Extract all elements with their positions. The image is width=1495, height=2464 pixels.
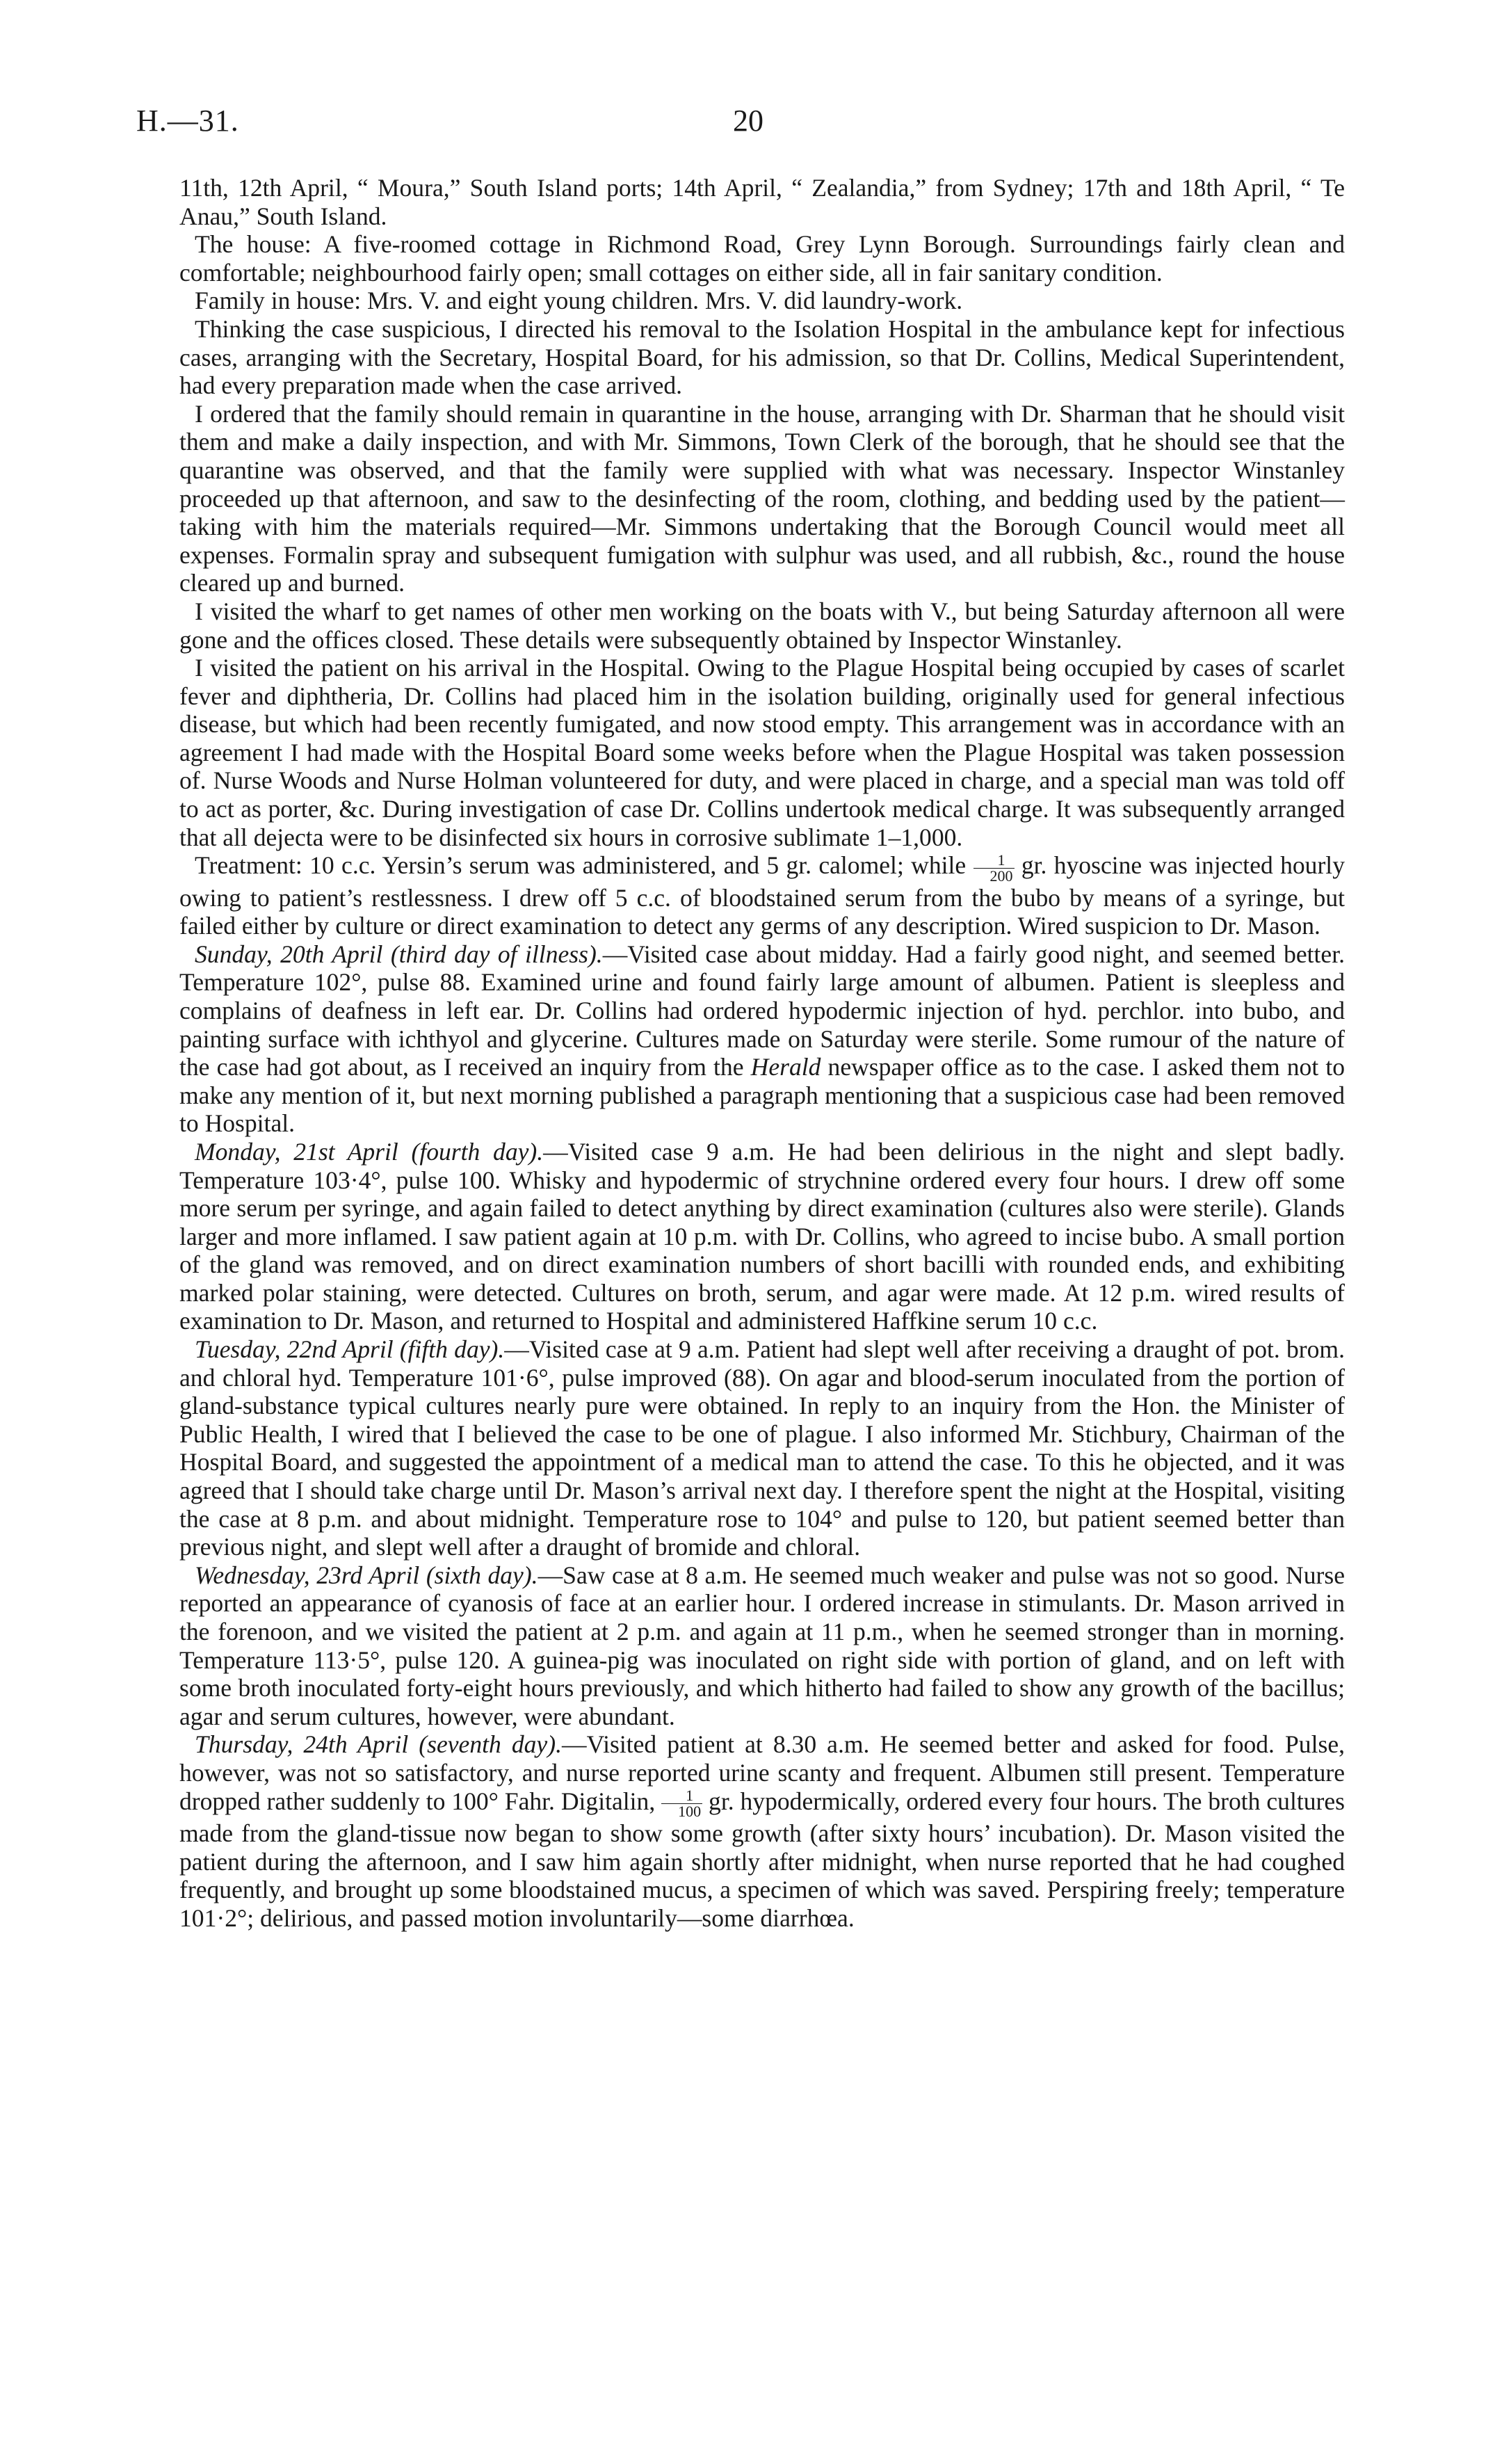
fraction-hyoscine-dose xyxy=(973,853,1015,884)
paragraph-thursday xyxy=(179,1730,1345,1932)
running-head xyxy=(136,103,1360,145)
fraction-digitalin-dose xyxy=(661,1788,702,1819)
paragraph-the-house: The house: A five-roomed cottage in Richmond Road, Grey Lynn Borough. Surroundings fairly clean and comfortable; neighbourhood fairly open; small cottages on either side, all in fair sanitary condition. xyxy=(179,230,1345,287)
sunday-text: —Visited case about midday. Had a fairly good night, and seemed better. Temperature 102°, pulse 88. Examined urine and found fairly large amount of albumen. Patient is sleepless and complains of deafness in left ear. Dr. Collins had ordered hypodermic injection of hyd. perchlor. into bubo, and painting surface with ichthyol and glycerine. Cultures made on Saturday were sterile. Some rumour of the nature of the case had got about, as I received an inquiry from the xyxy=(179,940,1345,1081)
monday-text: —Visited case 9 a.m. He had been delirious in the night and slept badly. Temperature 103·4°, pulse 100. Whisky and hypodermic of strychnine ordered every four hours. I drew off some more serum per syringe, and again failed to detect anything by direct examination (cultures also were sterile). Glands larger and more inflamed. I saw patient again at 10 p.m. with Dr. Collins, who agreed to incise bubo. A small portion of the gland was removed, and on direct examination numbers of short bacilli with rounded ends, and exhibiting marked polar staining, were detected. Cultures on broth, serum, and agar were made. At 12 p.m. wired results of examination to Dr. Mason, and returned to Hospital and administered Haffkine serum 10 c.c. xyxy=(179,1137,1346,1335)
fraction-numerator: 1 xyxy=(661,1788,702,1804)
paragraph-hospital-arrival: I visited the patient on his arrival in the Hospital. Owing to the Plague Hospital being occupied by cases of scarlet fever and diphtheria, Dr. Collins had placed him in the isolation building, originally used for general infectious disease, but which had been recently fumigated, and now stood empty. This arrangement was in accordance with an agreement I had made with the Hospital Board some weeks before when the Plague Hospital was taken possession of. Nurse Woods and Nurse Holman volunteered for duty, and were placed in charge, and a special man was told off to act as porter, &c. During investigation of case Dr. Collins undertook medical charge. It was subsequently arranged that all dejecta were to be disinfected six hours in corrosive sublimate 1–1,000. xyxy=(179,654,1345,851)
paragraph-family: Family in house: Mrs. V. and eight young children. Mrs. V. did laundry-work. xyxy=(195,287,963,315)
wednesday-text: —Saw case at 8 a.m. He seemed much weaker and pulse was not so good. Nurse reported an appearance of cyanosis of face at an earlier hour. I ordered increase in stimulants. Dr. Mason arrived in the forenoon, and we visited the patient at 2 p.m. and again at 11 p.m., when he seemed stronger than in morning. Temperature 113·5°, pulse 120. A guinea-pig was inoculated on right side with portion of gland, and on left with some broth inoculated forty-eight hours previously, and which hitherto had failed to show any growth of the bacillus; agar and serum cultures, however, were abundant. xyxy=(179,1561,1345,1730)
page-number: 20 xyxy=(733,104,763,138)
treatment-text-after: gr. hyoscine was injected hourly owing to patient’s restlessness. I drew off 5 c.c. of bloodstained serum from the bubo by means of a syringe, but failed either by culture or direct examination to detect any germs of any description. Wired suspicion to Dr. Mason. xyxy=(179,851,1345,940)
paragraph-removal: Thinking the case suspicious, I directed his removal to the Isolation Hospital in the ambulance kept for infectious cases, arranging with the Secretary, Hospital Board, for his admission, so that Dr. Collins, Medical Superintendent, had every preparation made when the case arrived. xyxy=(179,314,1345,400)
fraction-denominator: 200 xyxy=(989,867,1013,885)
sunday-text-after: newspaper office as to the case. I asked them not to make any mention of it, but next morning published a paragraph mentioning that a suspicious case had been removed to Hospital. xyxy=(179,1053,1345,1138)
thursday-text-after: gr. hypodermically, ordered every four hours. The broth cultures made from the gland-tissue now began to show some growth (after sixty hours’ incubation). Dr. Mason visited the patient during the afternoon, and I saw him again shortly after midnight, when nurse reported that he had coughed frequently, and brought up some bloodstained mucus, a specimen of which was saved. Perspiring freely; temperature 101·2°; delirious, and passed motion involuntarily—some diarrhœa. xyxy=(179,1787,1345,1932)
paragraph-monday xyxy=(179,1138,1345,1335)
day-heading-thursday: Thursday, 24th April (seventh day). xyxy=(195,1730,562,1759)
paragraph-sunday xyxy=(179,940,1345,1138)
day-heading-monday: Monday, 21st April (fourth day). xyxy=(195,1137,544,1166)
day-heading-wednesday: Wednesday, 23rd April (sixth day). xyxy=(195,1561,538,1589)
paragraph-wharf: I visited the wharf to get names of other men working on the boats with V., but being Saturday afternoon all were gone and the offices closed. These details were subsequently obtained by Inspector Winstanley. xyxy=(179,597,1345,654)
day-heading-sunday: Sunday, 20th April (third day of illness). xyxy=(195,940,603,968)
paragraph-tuesday xyxy=(179,1335,1345,1561)
tuesday-text: —Visited case at 9 a.m. Patient had slept well after receiving a draught of pot. brom. and chloral hyd. Temperature 101·6°, pulse improved (88). On agar and blood-serum inoculated from the portion of gland-substance typical cultures nearly pure were obtained. In reply to an inquiry from the Hon. the Minister of Public Health, I wired that I believed the case to be one of plague. I also informed Mr. Stichbury, Chairman of the Hospital Board, and suggested the appointment of a medical man to attend the case. To this he objected, and it was agreed that I should take charge until Dr. Mason’s arrival next day. I therefore spent the night at the Hospital, visiting the case at 8 p.m. and about midnight. Temperature rose to 104° and pulse to 120, but patient seemed better than previous night, and slept well after a draught of bromide and chloral. xyxy=(179,1335,1345,1561)
paragraph-wednesday xyxy=(179,1561,1345,1731)
paragraph-treatment xyxy=(179,851,1345,940)
newspaper-name: Herald xyxy=(750,1053,821,1081)
day-heading-tuesday: Tuesday, 22nd April (fifth day). xyxy=(195,1335,505,1364)
fraction-denominator: 100 xyxy=(678,1802,702,1820)
treatment-text-before: Treatment: 10 c.c. Yersin’s serum was administered, and 5 gr. calomel; while xyxy=(195,851,973,880)
body-text xyxy=(179,174,1345,1932)
document-reference: H.—31. xyxy=(136,104,239,138)
thursday-text-before: —Visited patient at 8.30 a.m. He seemed better and asked for food. Pulse, however, was not so satisfactory, and nurse reported urine scanty and frequent. Albumen still present. Temperature dropped rather suddenly to 100° Fahr. Digitalin, xyxy=(179,1730,1346,1815)
paragraph-shipping-dates: 11th, 12th April, “ Moura,” South Island ports; 14th April, “ Zealandia,” from Sydney; 17th and 18th April, “ Te Anau,” South Island. xyxy=(179,174,1345,230)
paragraph-quarantine: I ordered that the family should remain in quarantine in the house, arranging with Dr. Sharman that he should visit them and make a daily inspection, and with Mr. Simmons, Town Clerk of the borough, that he should see that the quarantine was observed, and that the family were supplied with what was necessary. Inspector Winstanley proceeded up that afternoon, and saw to the desinfecting of the room, clothing, and bedding used by the patient—taking with him the materials required—Mr. Simmons undertaking that the Borough Council would meet all expenses. Formalin spray and subsequent fumigation with sulphur was used, and all rubbish, &c., round the house cleared up and burned. xyxy=(179,399,1345,597)
fraction-numerator: 1 xyxy=(973,853,1015,869)
